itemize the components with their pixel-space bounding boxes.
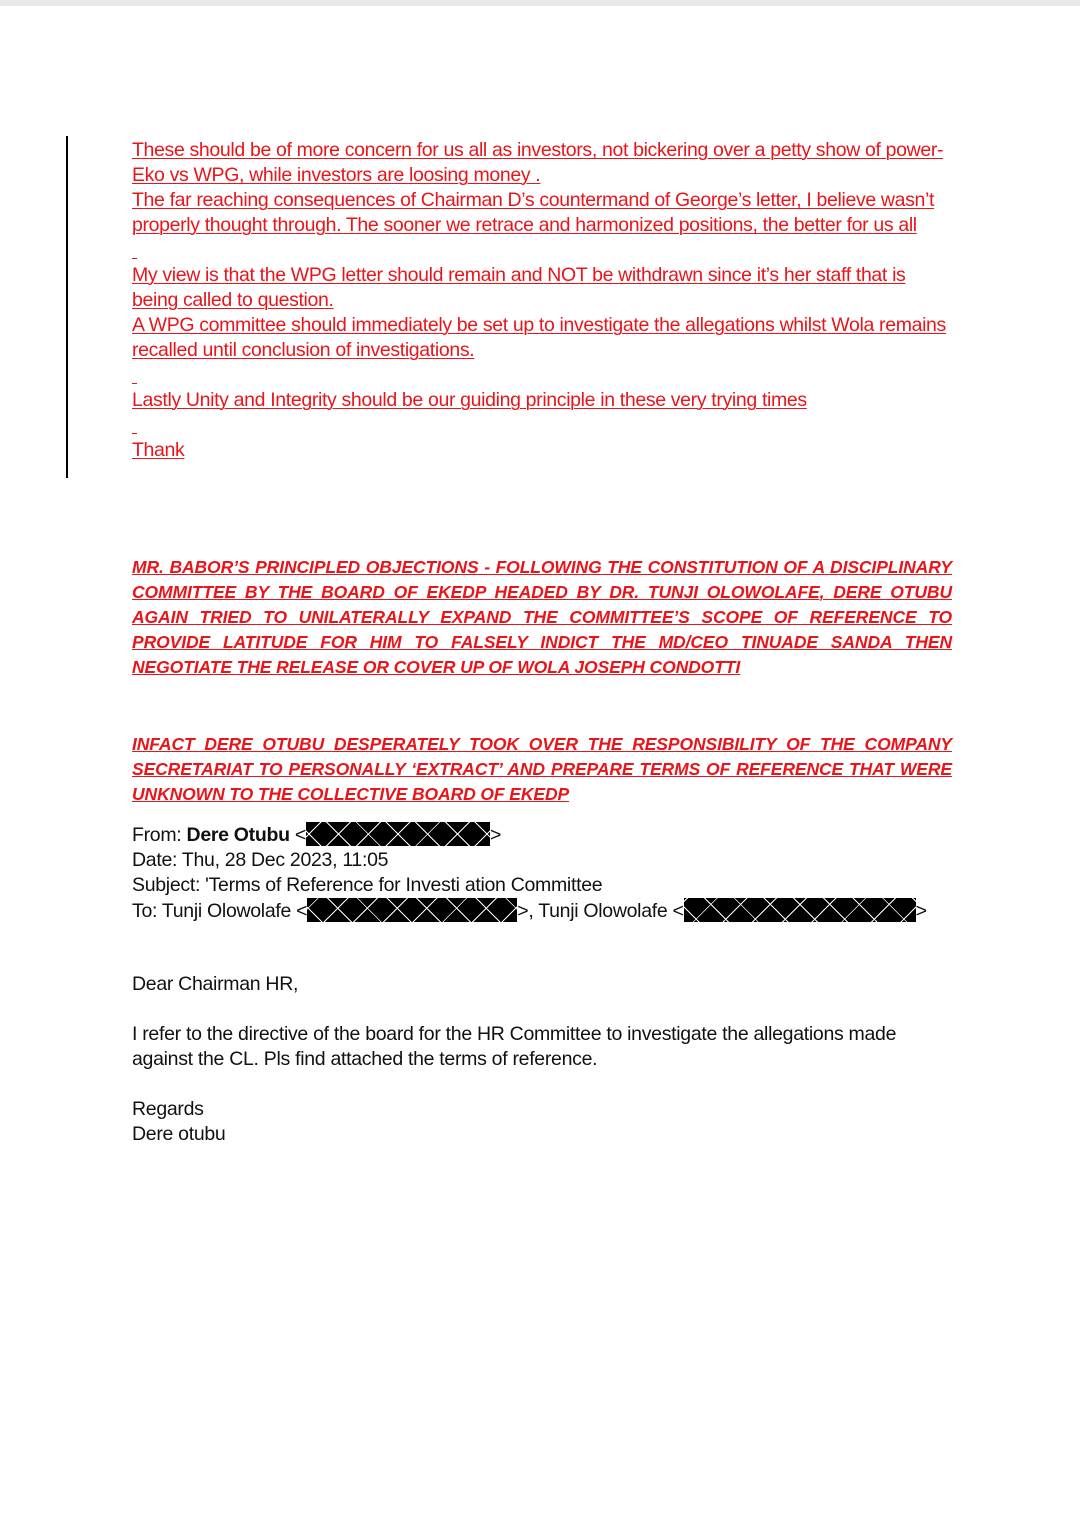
quoted-message-block xyxy=(132,138,952,463)
to-line: To: Tunji Olowolafe < >, Tunji Olowolafe < > xyxy=(132,900,927,922)
date-line: Date: Thu, 28 Dec 2023, 11:05 xyxy=(132,849,389,871)
empty-line-marker xyxy=(132,433,137,434)
signature: Dere otubu xyxy=(132,1123,226,1145)
greeting: Dear Chairman HR, xyxy=(132,973,299,995)
email-header xyxy=(132,822,972,924)
quoted-paragraph-2: The far reaching consequences of Chairman D’s countermand of George’s letter, I believe wasn’t properly thought through. The sooner we retrace and harmonized positions, the better for us all xyxy=(132,189,935,236)
objections-heading: MR. BABOR’S PRINCIPLED OBJECTIONS - FOLLOWING THE CONSTITUTION OF A DISCIPLINARY COMMITTEE BY THE BOARD OF EKEDP HEADED BY DR. TUNJI OLOWOLAFE, DERE OTUBU AGAIN TRIED TO UNILATERALLY EXPAND THE COMMITTEE’S SCOPE OF REFERENCE TO PROVIDE LATITUDE FOR HIM TO FALSELY INDICT THE MD/CEO TINUADE SANDA THEN NEGOTIATE THE RELEASE OR COVER UP OF WOLA JOSEPH CONDOTTI xyxy=(132,557,952,677)
empty-line-marker xyxy=(132,258,137,259)
quoted-closing: Thank xyxy=(132,439,185,461)
revision-change-bar xyxy=(66,136,68,478)
from-line: From: Dere Otubu < > xyxy=(132,824,502,846)
quoted-paragraph-3: My view is that the WPG letter should remain and NOT be withdrawn since it’s her staff that is being called to question. xyxy=(132,264,906,311)
body-paragraph: I refer to the directive of the board for the HR Committee to investigate the allegations made against the CL. Pls find attached the terms of reference. xyxy=(132,1023,897,1070)
subject-line: Subject: 'Terms of Reference for Investi ation Committee xyxy=(132,874,603,896)
blank-line xyxy=(132,1072,962,1097)
blank-line xyxy=(132,363,952,388)
sender-name: Dere Otubu xyxy=(186,824,290,846)
redacted-email xyxy=(684,898,916,922)
quoted-paragraph-4: A WPG committee should immediately be set up to investigate the allegations whilst Wola remains recalled until conclusion of investigations. xyxy=(132,314,946,361)
email-body xyxy=(132,972,962,1147)
blank-line xyxy=(132,413,952,438)
top-edge-bar xyxy=(0,0,1080,6)
redacted-email xyxy=(307,898,517,922)
infact-heading: INFACT DERE OTUBU DESPERATELY TOOK OVER THE RESPONSIBILITY OF THE COMPANY SECRETARIAT TO PERSONALLY ‘EXTRACT’ AND PREPARE TERMS OF REFERENCE THAT WERE UNKNOWN TO THE COLLECTIVE BOARD OF EKEDP xyxy=(132,734,952,804)
redacted-email xyxy=(306,822,490,846)
signoff: Regards xyxy=(132,1098,204,1120)
quoted-paragraph-5: Lastly Unity and Integrity should be our guiding principle in these very trying times xyxy=(132,389,807,411)
empty-line-marker xyxy=(132,383,137,384)
blank-line xyxy=(132,997,962,1022)
quoted-paragraph-1: These should be of more concern for us all as investors, not bickering over a petty show of power-Eko vs WPG, while investors are loosing money . xyxy=(132,139,944,186)
blank-line xyxy=(132,238,952,263)
